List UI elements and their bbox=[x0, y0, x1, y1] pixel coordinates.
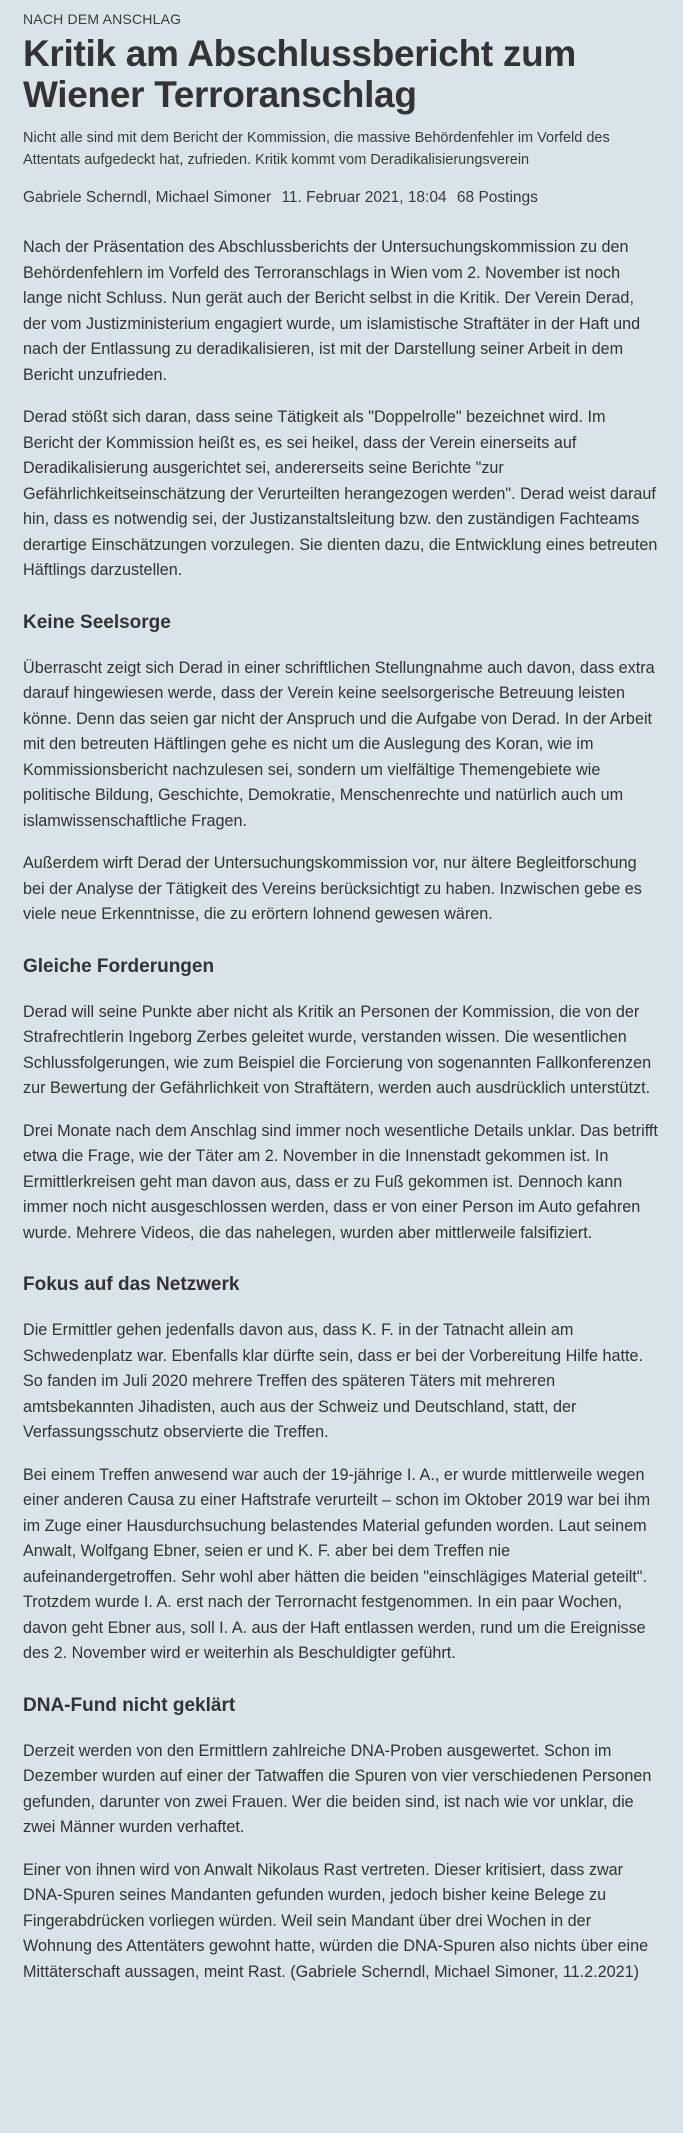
paragraph-1: Nach der Präsentation des Abschlussberichts der Untersuchungskommission zu den Behördenfehlern im Vorfeld des Terroranschlags in Wien vom 2. November ist noch lange nicht Schluss. Nun gerät auch der Bericht selbst in die Kritik. Der Verein Derad, der vom Justizministerium engagiert wurde, um islamistische Straftäter in der Haft und nach der Entlassung zu deradikalisieren, ist mit der Darstellung seiner Arbeit in dem Bericht unzufrieden. bbox=[23, 238, 641, 384]
paragraph-9: Derzeit werden von den Ermittlern zahlreiche DNA-Proben ausgewertet. Schon im Dezember wurden auf einer der Tatwaffen die Spuren von vier verschiedenen Personen gefunden, darunter von zwei Frauen. Wer die beiden sind, ist nach wie vor unklar, die zwei Männer wurden verhaftet. bbox=[23, 1741, 652, 1836]
paragraph-2: Derad stößt sich daran, dass seine Tätigkeit als "Doppelrolle" bezeichnet wird. Im Bericht der Kommission heißt es, es sei heikel, dass der Verein einerseits auf Deradikalisierung ausgerichtet sei, andererseits seine Berichte "zur Gefährlichkeitseinschätzung der Verurteilten herangezogen werden". Derad weist darauf hin, dass es notwendig sei, der Justizanstaltsleitung bzw. den zuständigen Fachteams derartige Einschätzungen vorzulegen. Sie dienten dazu, die Entwicklung eines betreuten Häftlings darzustellen. bbox=[23, 408, 658, 579]
article-kicker: NACH DEM ANSCHLAG bbox=[23, 11, 182, 27]
paragraph-8: Bei einem Treffen anwesend war auch der 19-jährige I. A., er wurde mittlerweile wegen einer anderen Causa zu einer Haftstrafe verurteilt – schon im Oktober 2019 war bei ihm im Zuge einer Hausdurchsuchung belastendes Material gefunden worden. Laut seinem Anwalt, Wolfgang Ebner, seien er und K. F. aber bei dem Treffen nie aufeinandergetroffen. Sehr wohl aber hätten die beiden "einschlägiges Material geteilt". Trotzdem wurde I. A. erst nach der Terrornacht festgenommen. In ein paar Wochen, davon geht Ebner aus, soll I. A. aus der Haft entlassen werden, rund um die Ereignisse des 2. November wird er weiterhin als Beschuldigter geführt. bbox=[23, 1465, 651, 1662]
article-headline: Kritik am Abschlussbericht zum Wiener Terroranschlag bbox=[23, 33, 576, 115]
paragraph-4: Außerdem wirft Derad der Untersuchungskommission vor, nur ältere Begleitforschung bei der Analyse der Tätigkeit des Vereins berücksichtigt zu haben. Inzwischen gebe es viele neue Erkenntnisse, die zu erörtern lohnend gewesen wären. bbox=[23, 854, 642, 923]
article-meta bbox=[23, 187, 660, 209]
article-lead: Nicht alle sind mit dem Bericht der Kommission, die massive Behördenfehler im Vorfeld des Attentats aufgedeckt hat, zufrieden. Kritik kommt vom Deradikalisierungsverein bbox=[23, 130, 610, 168]
subheading-dna-fund: DNA-Fund nicht geklärt bbox=[23, 1694, 236, 1716]
paragraph-6: Drei Monate nach dem Anschlag sind immer noch wesentliche Details unklar. Das betrifft etwa die Frage, wie der Täter am 2. November in die Innenstadt gekommen ist. In Ermittlerkreisen geht man davon aus, dass er zu Fuß gekommen ist. Dennoch kann immer noch nicht ausgeschlossen werden, dass er von einer Person im Auto gefahren wurde. Mehrere Videos, die das nahelegen, wurden aber mittlerweile falsifiziert. bbox=[23, 1121, 658, 1242]
postings-link[interactable]: 68 Postings bbox=[456, 189, 538, 206]
paragraph-5: Derad will seine Punkte aber nicht als Kritik an Personen der Kommission, die von der Strafrechtlerin Ingeborg Zerbes geleitet wurde, verstanden wissen. Die wesentlichen Schlussfolgerungen, wie zum Beispiel die Forcierung von sogenannten Fallkonferenzen zur Bewertung der Gefährlichkeit von Straftätern, werden auch ausdrücklich unterstützt. bbox=[23, 1002, 652, 1097]
paragraph-7: Die Ermittler gehen jedenfalls davon aus, dass K. F. in der Tatnacht allein am Schwedenplatz war. Ebenfalls klar dürfte sein, dass er bei der Vorbereitung Hilfe hatte. So fanden im Juli 2020 mehrere Treffen des späteren Täters mit mehreren amtsbekannten Jihadisten, auch aus der Schweiz und Deutschland, statt, der Verfassungsschutz observierte die Treffen. bbox=[23, 1321, 643, 1441]
paragraph-3: Überrascht zeigt sich Derad in einer schriftlichen Stellungnahme auch davon, dass extra darauf hingewiesen werde, dass der Verein keine seelsorgerische Betreuung leisten könne. Denn das seien gar nicht der Anspruch und die Aufgabe von Derad. In der Arbeit mit den betreuten Häftlingen gehe es nicht um die Auslegung des Koran, wie im Kommissionsbericht nachzulesen sei, sondern um vielfältige Themengebiete wie politische Bildung, Geschichte, Demokratie, Menschenrechte und natürlich auch um islamwissenschaftliche Fragen. bbox=[23, 658, 655, 830]
article-date: 11. Februar 2021, 18:04 bbox=[281, 189, 447, 206]
article-authors[interactable]: Gabriele Scherndl, Michael Simoner bbox=[23, 189, 272, 206]
subheading-gleiche-forderungen: Gleiche Forderungen bbox=[23, 955, 215, 977]
subheading-fokus-netzwerk: Fokus auf das Netzwerk bbox=[23, 1274, 240, 1295]
paragraph-10: Einer von ihnen wird von Anwalt Nikolaus Rast vertreten. Dieser kritisiert, dass zwar DNA-Spuren seines Mandanten gefunden wurden, jedoch bisher keine Belege zu Fingerabdrücken vorliegen würden. Weil sein Mandant über drei Wochen in der Wohnung des Attentäters gewohnt hatte, würden die DNA-Spuren also nichts über eine Mittäterschaft aussagen, meint Rast. (Gabriele Scherndl, Michael Simoner, 11.2.2021) bbox=[23, 1860, 649, 1981]
subheading-keine-seelsorge: Keine Seelsorge bbox=[23, 611, 171, 633]
